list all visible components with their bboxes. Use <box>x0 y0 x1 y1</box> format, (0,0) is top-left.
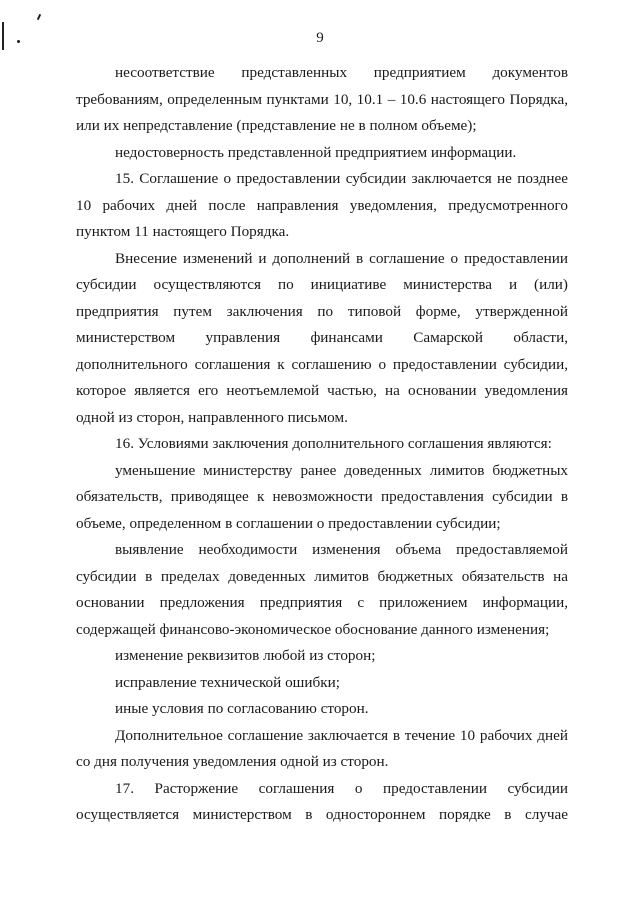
paragraph: Дополнительное соглашение заключается в течение 10 рабочих дней со дня получения уведомления одной из сторон. <box>76 726 568 770</box>
paragraph: несоответствие представленных предприятием документов требованиям, определенным пунктами 10, 10.1 – 10.6 настоящего Порядка, или их непредставление (представление не в полном объеме); <box>76 64 568 134</box>
paragraph: выявление необходимости изменения объема предоставляемой субсидии в пределах доведенных лимитов бюджетных обязательств на основании предложения предприятия с приложением информации, содержащей финансово-экономическое обоснование данного изменения; <box>76 541 568 638</box>
paragraph: 15. Соглашение о предоставлении субсидии заключается не позднее 10 рабочих дней после направления уведомления, предусмотренного пунктом 11 настоящего Порядка. <box>76 170 568 240</box>
paragraph: иные условия по согласованию сторон. <box>115 700 369 717</box>
paragraph: уменьшение министерству ранее доведенных лимитов бюджетных обязательств, приводящее к невозможности предоставления субсидии в объеме, определенном в соглашении о предоставлении субсидии; <box>76 461 568 532</box>
paragraph: 16. Условиями заключения дополнительного соглашения являются: <box>115 435 552 452</box>
paragraph: недостоверность представленной предприятием информации. <box>115 143 517 161</box>
document-body <box>76 60 568 829</box>
paragraph: Внесение изменений и дополнений в соглашение о предоставлении субсидии осуществляются по инициативе министерства и (или) предприятия путем заключения по типовой форме, утвержденной министерством управления финансами Самарской области, дополнительного соглашения к соглашению о предоставлении субсидии, которое является его неотъемлемой частью, на основании уведомления одной из сторон, направленного письмом. <box>76 249 568 426</box>
scan-artifact <box>37 14 41 20</box>
paragraph: исправление технической ошибки; <box>115 673 340 691</box>
paragraph: изменение реквизитов любой из сторон; <box>115 647 376 664</box>
page-number: 9 <box>316 30 324 46</box>
paragraph: 17. Расторжение соглашения о предоставлении субсидии осуществляется министерством в одностороннем порядке в случае <box>76 779 568 823</box>
